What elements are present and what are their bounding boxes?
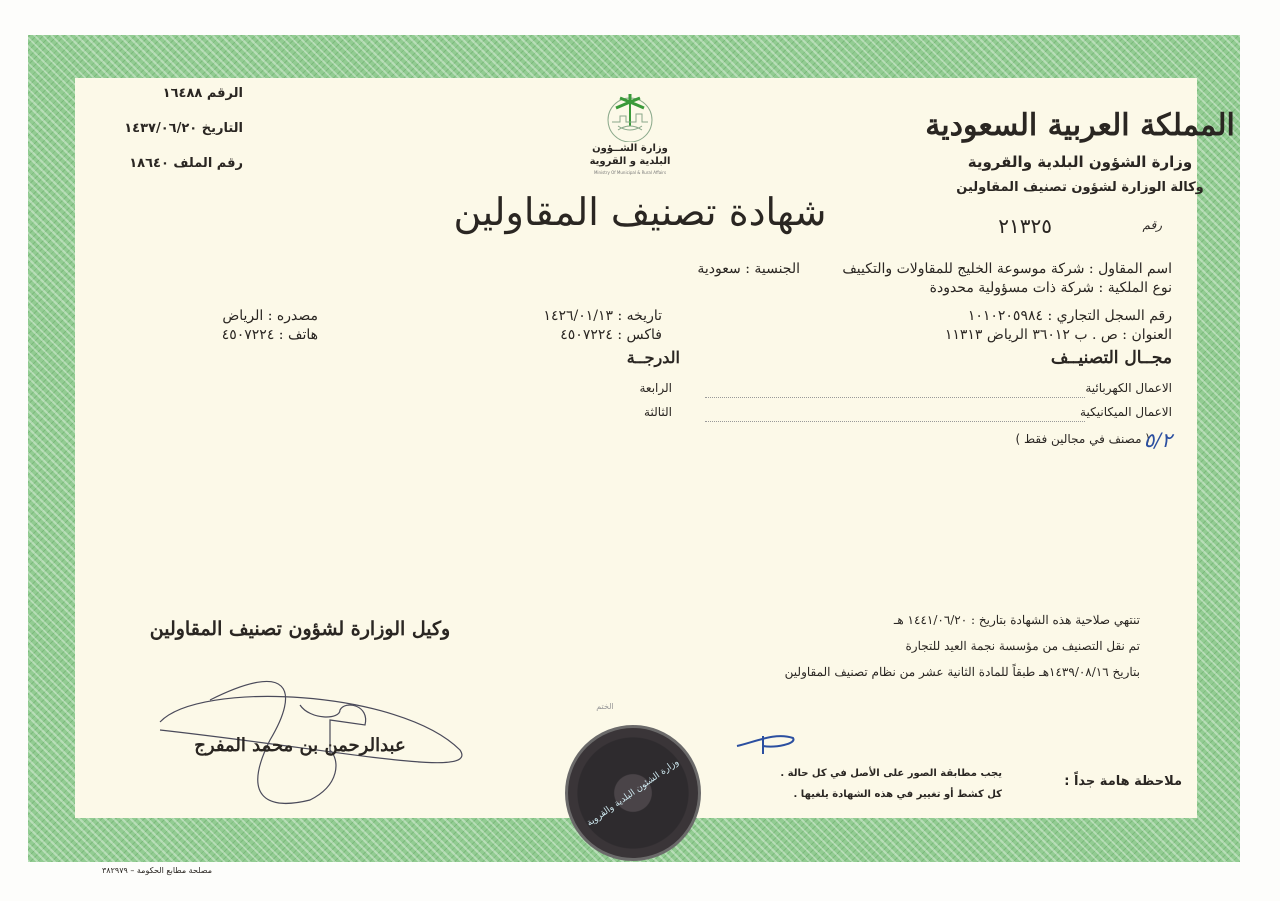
classification-note: ( مصنف في مجالين فقط ) bbox=[1015, 432, 1150, 446]
contractor-name: اسم المقاول : شركة موسوعة الخليج للمقاولات والتكييف bbox=[842, 261, 1172, 277]
seal-label: الختم bbox=[596, 702, 614, 711]
classification-field: الاعمال الميكانيكية bbox=[1080, 405, 1172, 419]
commercial-register-source: مصدره : الرياض bbox=[222, 308, 318, 324]
transfer-date-text: بتاريخ ١٤٣٩/٠٨/١٦هـ طبقاً للمادة الثانية عشر من نظام تصنيف المقاولين bbox=[784, 665, 1140, 679]
ministry-logo-icon bbox=[600, 92, 660, 142]
ministry-heading: وزارة الشؤون البلدية والقروية bbox=[967, 153, 1193, 171]
important-note-line1: يجب مطابقة الصور على الأصل في كل حالة . bbox=[780, 768, 1002, 779]
classification-grade: الرابعة bbox=[639, 381, 672, 395]
printer-footer: مصلحة مطابع الحكومة – ٣٨٢٩٧٩ bbox=[102, 866, 212, 875]
logo-text-line1: وزارة الشــؤون bbox=[592, 143, 668, 154]
reference-number: الرقم ١٦٤٨٨ bbox=[162, 86, 243, 101]
contractor-nationality: الجنسية : سعودية bbox=[697, 261, 800, 277]
leader-line bbox=[705, 421, 1085, 422]
expiry-date-text: تنتهي صلاحية هذه الشهادة بتاريخ : ١٤٤١/٠٦/٢٠ هـ bbox=[893, 613, 1140, 627]
commercial-register-number: رقم السجل التجاري : ١٠١٠٢٠٥٩٨٤ bbox=[967, 308, 1172, 324]
signatory-title: وكيل الوزارة لشؤون تصنيف المقاولين bbox=[149, 618, 451, 640]
kingdom-heading: المملكة العربية السعودية bbox=[925, 108, 1235, 143]
agency-heading: وكالة الوزارة لشؤون تصنيف المقاولين bbox=[956, 180, 1204, 195]
classification-field-header: مجــال التصنيــف bbox=[1050, 348, 1172, 368]
certificate-number: ٢١٣٢٥ bbox=[998, 214, 1052, 238]
leader-line bbox=[705, 397, 1085, 398]
contractor-phone: هاتف : ٤٥٠٧٢٢٤ bbox=[221, 327, 318, 343]
official-seal-icon bbox=[565, 725, 701, 861]
logo-text-english: Ministry Of Municipal & Rural Affairs bbox=[593, 170, 667, 175]
classification-field: الاعمال الكهربائية bbox=[1085, 381, 1172, 395]
certificate-title: شهادة تصنيف المقاولين bbox=[453, 190, 827, 234]
classification-grade: الثالثة bbox=[644, 405, 672, 419]
contractor-address: العنوان : ص . ب ٣٦٠١٢ الرياض ١١٣١٣ bbox=[944, 327, 1172, 343]
classification-grade-header: الدرجــة bbox=[626, 348, 680, 367]
logo-text-line2: البلدية و القروية bbox=[589, 156, 671, 167]
signatory-name: عبدالرحمن بن محمد المفرج bbox=[194, 735, 406, 756]
important-note-label: ملاحظة هامة جداً : bbox=[1064, 774, 1182, 789]
file-number: رقم الملف ١٨٦٤٠ bbox=[129, 156, 243, 171]
handwritten-annotation: ٥/٢ bbox=[1143, 428, 1172, 452]
certificate-number-label: رقم bbox=[1142, 218, 1162, 232]
seal-text: وزارة الشئون البلدية والقروية bbox=[585, 757, 681, 829]
important-note-line2: كل كشط أو تغيير في هذه الشهادة يلغيها . bbox=[793, 789, 1002, 800]
contractor-fax: فاكس : ٤٥٠٧٢٢٤ bbox=[560, 327, 662, 343]
commercial-register-date: تاريخه : ١٤٢٦/٠١/١٣ bbox=[543, 308, 662, 324]
ownership-type: نوع الملكية : شركة ذات مسؤولية محدودة bbox=[929, 280, 1172, 296]
issue-date: التاريخ ١٤٣٧/٠٦/٢٠ bbox=[124, 121, 243, 136]
initials-signature-icon bbox=[735, 728, 800, 758]
transfer-text: تم نقل التصنيف من مؤسسة نجمة العيد للتجارة bbox=[905, 639, 1140, 653]
